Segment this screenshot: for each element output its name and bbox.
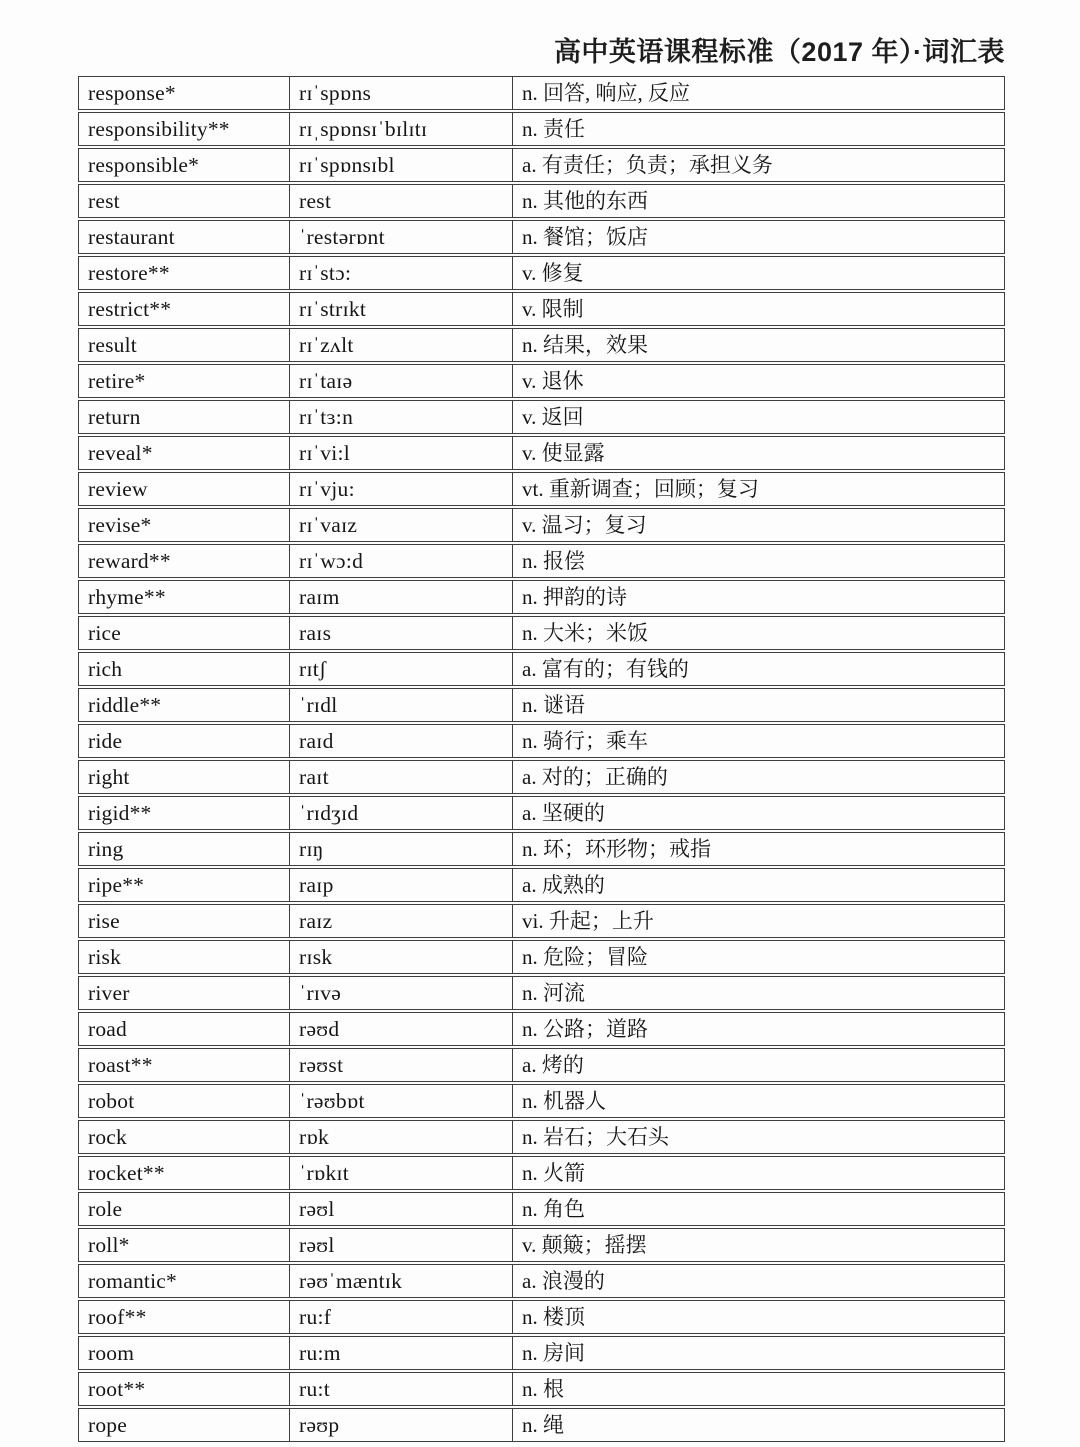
definition-cell: n. 房间 [512,1336,1005,1370]
phonetic-cell: ru:f [289,1300,512,1334]
table-row [78,544,1005,578]
word-cell: responsible* [78,148,289,182]
phonetic-cell: rɒk [289,1120,512,1154]
word-cell: restaurant [78,220,289,254]
table-row [78,256,1005,290]
definition-cell: a. 富有的；有钱的 [512,652,1005,686]
definition-cell: vi. 升起；上升 [512,904,1005,938]
word-cell: robot [78,1084,289,1118]
table-row [78,184,1005,218]
phonetic-cell: rɪˈstɔ: [289,256,512,290]
phonetic-cell: ru:m [289,1336,512,1370]
word-cell: rope [78,1408,289,1442]
definition-cell: n. 大米；米饭 [512,616,1005,650]
phonetic-cell: rɪˈspɒns [289,76,512,110]
phonetic-cell: rəʊl [289,1228,512,1262]
word-cell: road [78,1012,289,1046]
phonetic-cell: rəʊst [289,1048,512,1082]
definition-cell: n. 骑行；乘车 [512,724,1005,758]
word-cell: reward** [78,544,289,578]
word-cell: rock [78,1120,289,1154]
definition-cell: n. 公路；道路 [512,1012,1005,1046]
definition-cell: v. 限制 [512,292,1005,326]
table-row [78,868,1005,902]
definition-cell: v. 温习；复习 [512,508,1005,542]
phonetic-cell: raɪt [289,760,512,794]
word-cell: ripe** [78,868,289,902]
word-cell: ride [78,724,289,758]
definition-cell: n. 回答, 响应, 反应 [512,76,1005,110]
phonetic-cell: raɪz [289,904,512,938]
table-row [78,760,1005,794]
phonetic-cell: ˈrɪdʒɪd [289,796,512,830]
word-cell: ring [78,832,289,866]
table-row [78,364,1005,398]
phonetic-cell: rɪˈtɜ:n [289,400,512,434]
definition-cell: a. 浪漫的 [512,1264,1005,1298]
word-cell: rest [78,184,289,218]
definition-cell: n. 河流 [512,976,1005,1010]
phonetic-cell: ˈrəʊbɒt [289,1084,512,1118]
phonetic-cell: rɪˈspɒnsɪbl [289,148,512,182]
definition-cell: n. 谜语 [512,688,1005,722]
vocab-table-body [78,76,1005,1442]
phonetic-cell: rɪŋ [289,832,512,866]
definition-cell: n. 机器人 [512,1084,1005,1118]
word-cell: risk [78,940,289,974]
phonetic-cell: rɪˌspɒnsɪˈbɪlɪtɪ [289,112,512,146]
table-row [78,652,1005,686]
definition-cell: v. 退休 [512,364,1005,398]
word-cell: review [78,472,289,506]
word-cell: restore** [78,256,289,290]
definition-cell: n. 结果，效果 [512,328,1005,362]
table-row [78,400,1005,434]
table-row [78,580,1005,614]
word-cell: root** [78,1372,289,1406]
phonetic-cell: rɪˈwɔ:d [289,544,512,578]
word-cell: river [78,976,289,1010]
word-cell: rigid** [78,796,289,830]
table-row [78,148,1005,182]
definition-cell: a. 烤的 [512,1048,1005,1082]
word-cell: roll* [78,1228,289,1262]
phonetic-cell: rɪˈvi:l [289,436,512,470]
table-row [78,1012,1005,1046]
word-cell: response* [78,76,289,110]
table-row [78,688,1005,722]
word-cell: role [78,1192,289,1226]
table-row [78,328,1005,362]
definition-cell: n. 绳 [512,1408,1005,1442]
word-cell: responsibility** [78,112,289,146]
table-row [78,904,1005,938]
table-row [78,112,1005,146]
definition-cell: v. 颠簸；摇摆 [512,1228,1005,1262]
word-cell: roast** [78,1048,289,1082]
table-row [78,472,1005,506]
word-cell: riddle** [78,688,289,722]
phonetic-cell: rɪˈvju: [289,472,512,506]
word-cell: rhyme** [78,580,289,614]
phonetic-cell: rəʊl [289,1192,512,1226]
definition-cell: n. 岩石；大石头 [512,1120,1005,1154]
phonetic-cell: rəʊˈmæntɪk [289,1264,512,1298]
table-row [78,1300,1005,1334]
definition-cell: n. 楼顶 [512,1300,1005,1334]
phonetic-cell: rɪsk [289,940,512,974]
word-cell: rice [78,616,289,650]
table-row [78,1192,1005,1226]
word-cell: revise* [78,508,289,542]
table-row [78,1408,1005,1442]
word-cell: return [78,400,289,434]
definition-cell: n. 火箭 [512,1156,1005,1190]
word-cell: reveal* [78,436,289,470]
definition-cell: n. 责任 [512,112,1005,146]
definition-cell: n. 餐馆；饭店 [512,220,1005,254]
definition-cell: n. 押韵的诗 [512,580,1005,614]
phonetic-cell: ˈrɪdl [289,688,512,722]
table-row [78,436,1005,470]
table-row [78,616,1005,650]
phonetic-cell: raɪd [289,724,512,758]
definition-cell: n. 其他的东西 [512,184,1005,218]
phonetic-cell: rəʊd [289,1012,512,1046]
table-row [78,724,1005,758]
definition-cell: v. 使显露 [512,436,1005,470]
word-cell: retire* [78,364,289,398]
phonetic-cell: ˈrɪvə [289,976,512,1010]
phonetic-cell: rɪˈstrɪkt [289,292,512,326]
phonetic-cell: raɪp [289,868,512,902]
definition-cell: a. 坚硬的 [512,796,1005,830]
definition-cell: n. 报偿 [512,544,1005,578]
table-row [78,832,1005,866]
phonetic-cell: raɪm [289,580,512,614]
table-row [78,976,1005,1010]
definition-cell: a. 对的；正确的 [512,760,1005,794]
definition-cell: a. 有责任；负责；承担义务 [512,148,1005,182]
table-row [78,508,1005,542]
table-row [78,1336,1005,1370]
table-row [78,1120,1005,1154]
word-cell: result [78,328,289,362]
word-cell: room [78,1336,289,1370]
definition-cell: n. 角色 [512,1192,1005,1226]
word-cell: romantic* [78,1264,289,1298]
page-title: 高中英语课程标准（2017 年）·词汇表 [553,37,1005,67]
definition-cell: vt. 重新调查；回顾；复习 [512,472,1005,506]
table-row [78,292,1005,326]
phonetic-cell: ru:t [289,1372,512,1406]
table-row [78,796,1005,830]
word-cell: rocket** [78,1156,289,1190]
definition-cell: n. 根 [512,1372,1005,1406]
word-cell: rise [78,904,289,938]
phonetic-cell: rɪtʃ [289,652,512,686]
phonetic-cell: rest [289,184,512,218]
table-row [78,1264,1005,1298]
table-row [78,940,1005,974]
definition-cell: n. 环；环形物；戒指 [512,832,1005,866]
definition-cell: v. 修复 [512,256,1005,290]
table-row [78,1156,1005,1190]
table-row [78,1372,1005,1406]
definition-cell: a. 成熟的 [512,868,1005,902]
vocabulary-table [78,74,1005,1444]
word-cell: restrict** [78,292,289,326]
table-row [78,220,1005,254]
word-cell: right [78,760,289,794]
definition-cell: n. 危险；冒险 [512,940,1005,974]
definition-cell: v. 返回 [512,400,1005,434]
phonetic-cell: rɪˈvaɪz [289,508,512,542]
phonetic-cell: ˈrɒkɪt [289,1156,512,1190]
word-cell: rich [78,652,289,686]
table-row [78,1084,1005,1118]
phonetic-cell: rəʊp [289,1408,512,1442]
phonetic-cell: raɪs [289,616,512,650]
phonetic-cell: rɪˈzʌlt [289,328,512,362]
phonetic-cell: rɪˈtaɪə [289,364,512,398]
table-row [78,1228,1005,1262]
phonetic-cell: ˈrestərɒnt [289,220,512,254]
table-row [78,76,1005,110]
word-cell: roof** [78,1300,289,1334]
table-row [78,1048,1005,1082]
